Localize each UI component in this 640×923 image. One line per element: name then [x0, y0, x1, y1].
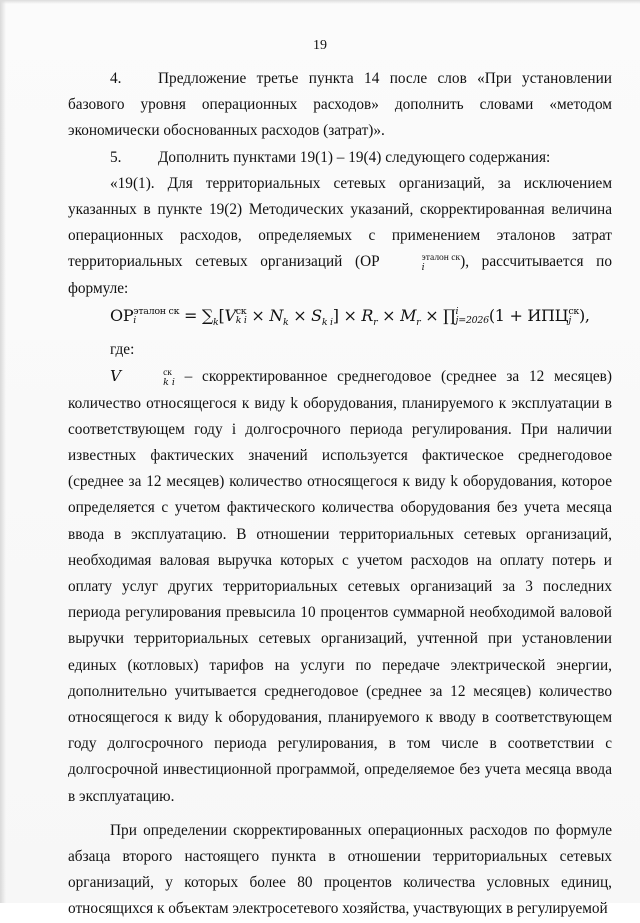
- item-5-number: 5.: [110, 148, 122, 166]
- paragraph-v-definition: [68, 363, 612, 809]
- paragraph-correction: При определении скорректированных операционных расходов по формуле абзаца второго настоящего пункта в отношении территориальных сетевых организаций, у которых более 80 процентов количества условных единиц, относящихся к объектам электросетевого хозяйства, участвующих в регулируемой: [68, 821, 612, 918]
- item-4-text: Предложение третье пункта 14 после слов «При установлении базового уровня операционных расходов» дополнить словами «методом экономически обоснованных расходов (затрат)».: [68, 70, 612, 140]
- where-label: где:: [110, 341, 135, 359]
- v-definition-text: – скорректированное среднегодовое (среднее за 12 месяцев) количество относящегося к виду k оборудования, планируемого к эксплуатации в соответствующем году i долгосрочного периода регулирования. При наличии известных фактических значений используется фактическое среднегодовое (среднее за 12 месяцев) количество относящегося к виду k оборудования, которое определяется с учетом фактического количества оборудования без учета месяца ввода в эксплуатацию. В отношении территориальных сетевых организаций, необходимая валовая выручка которых с учетом расходов на оплату потерь и оплату услуг других территориальных сетевых организаций за 3 последних периода регулирования превысила 10 процентов суммарной необходимой валовой выручки территориальных сетевых организаций, учтенной при установлении единых (котловых) тарифов на услуги по передаче электрической энергии, дополнительно учитывается среднегодовое (среднее за 12 месяцев) количество относящегося к виду k оборудования, планируемого к вводу в соответствующем году долгосрочного периода регулирования, в том числе в соответствии с долгосрочной инвестиционной программой, определяемое без учета месяца ввода в эксплуатацию.: [68, 368, 612, 805]
- scan-shadow-left: [0, 0, 6, 903]
- v-symbol: V ск k i: [110, 367, 175, 388]
- paragraph-19-1: [68, 171, 612, 302]
- page-number: 19: [313, 38, 327, 53]
- paragraph-item-4: [68, 66, 612, 145]
- item-5-text: Дополнить пунктами 19(1) – 19(4) следующего содержания:: [158, 148, 551, 166]
- paragraph-19-1-tail: ), рассчитывается по формуле:: [68, 253, 612, 297]
- scan-shadow-top: [0, 0, 640, 4]
- paragraph-19-1-text: «19(1). Для территориальных сетевых организаций, за исключением указанных в пункте 19(2) Методических указаний, скорректированная величина операционных расходов, определяемых с применением эталонов затрат территориальных сетевых организаций (: [68, 174, 612, 271]
- op-inline-symbol: ОР эталон ск i: [360, 252, 461, 273]
- formula-opex: ОР эталон ск i = $\sum_k[V$ ск k i × $N_k \times S_{k i}] \times R_r \times M_r$ × ∏ i j=2026 (1 + ИПЦ ск j ),: [110, 305, 590, 329]
- item-4-number: 4.: [110, 70, 122, 87]
- paragraph-item-5: [68, 145, 612, 171]
- document-body: [68, 66, 612, 923]
